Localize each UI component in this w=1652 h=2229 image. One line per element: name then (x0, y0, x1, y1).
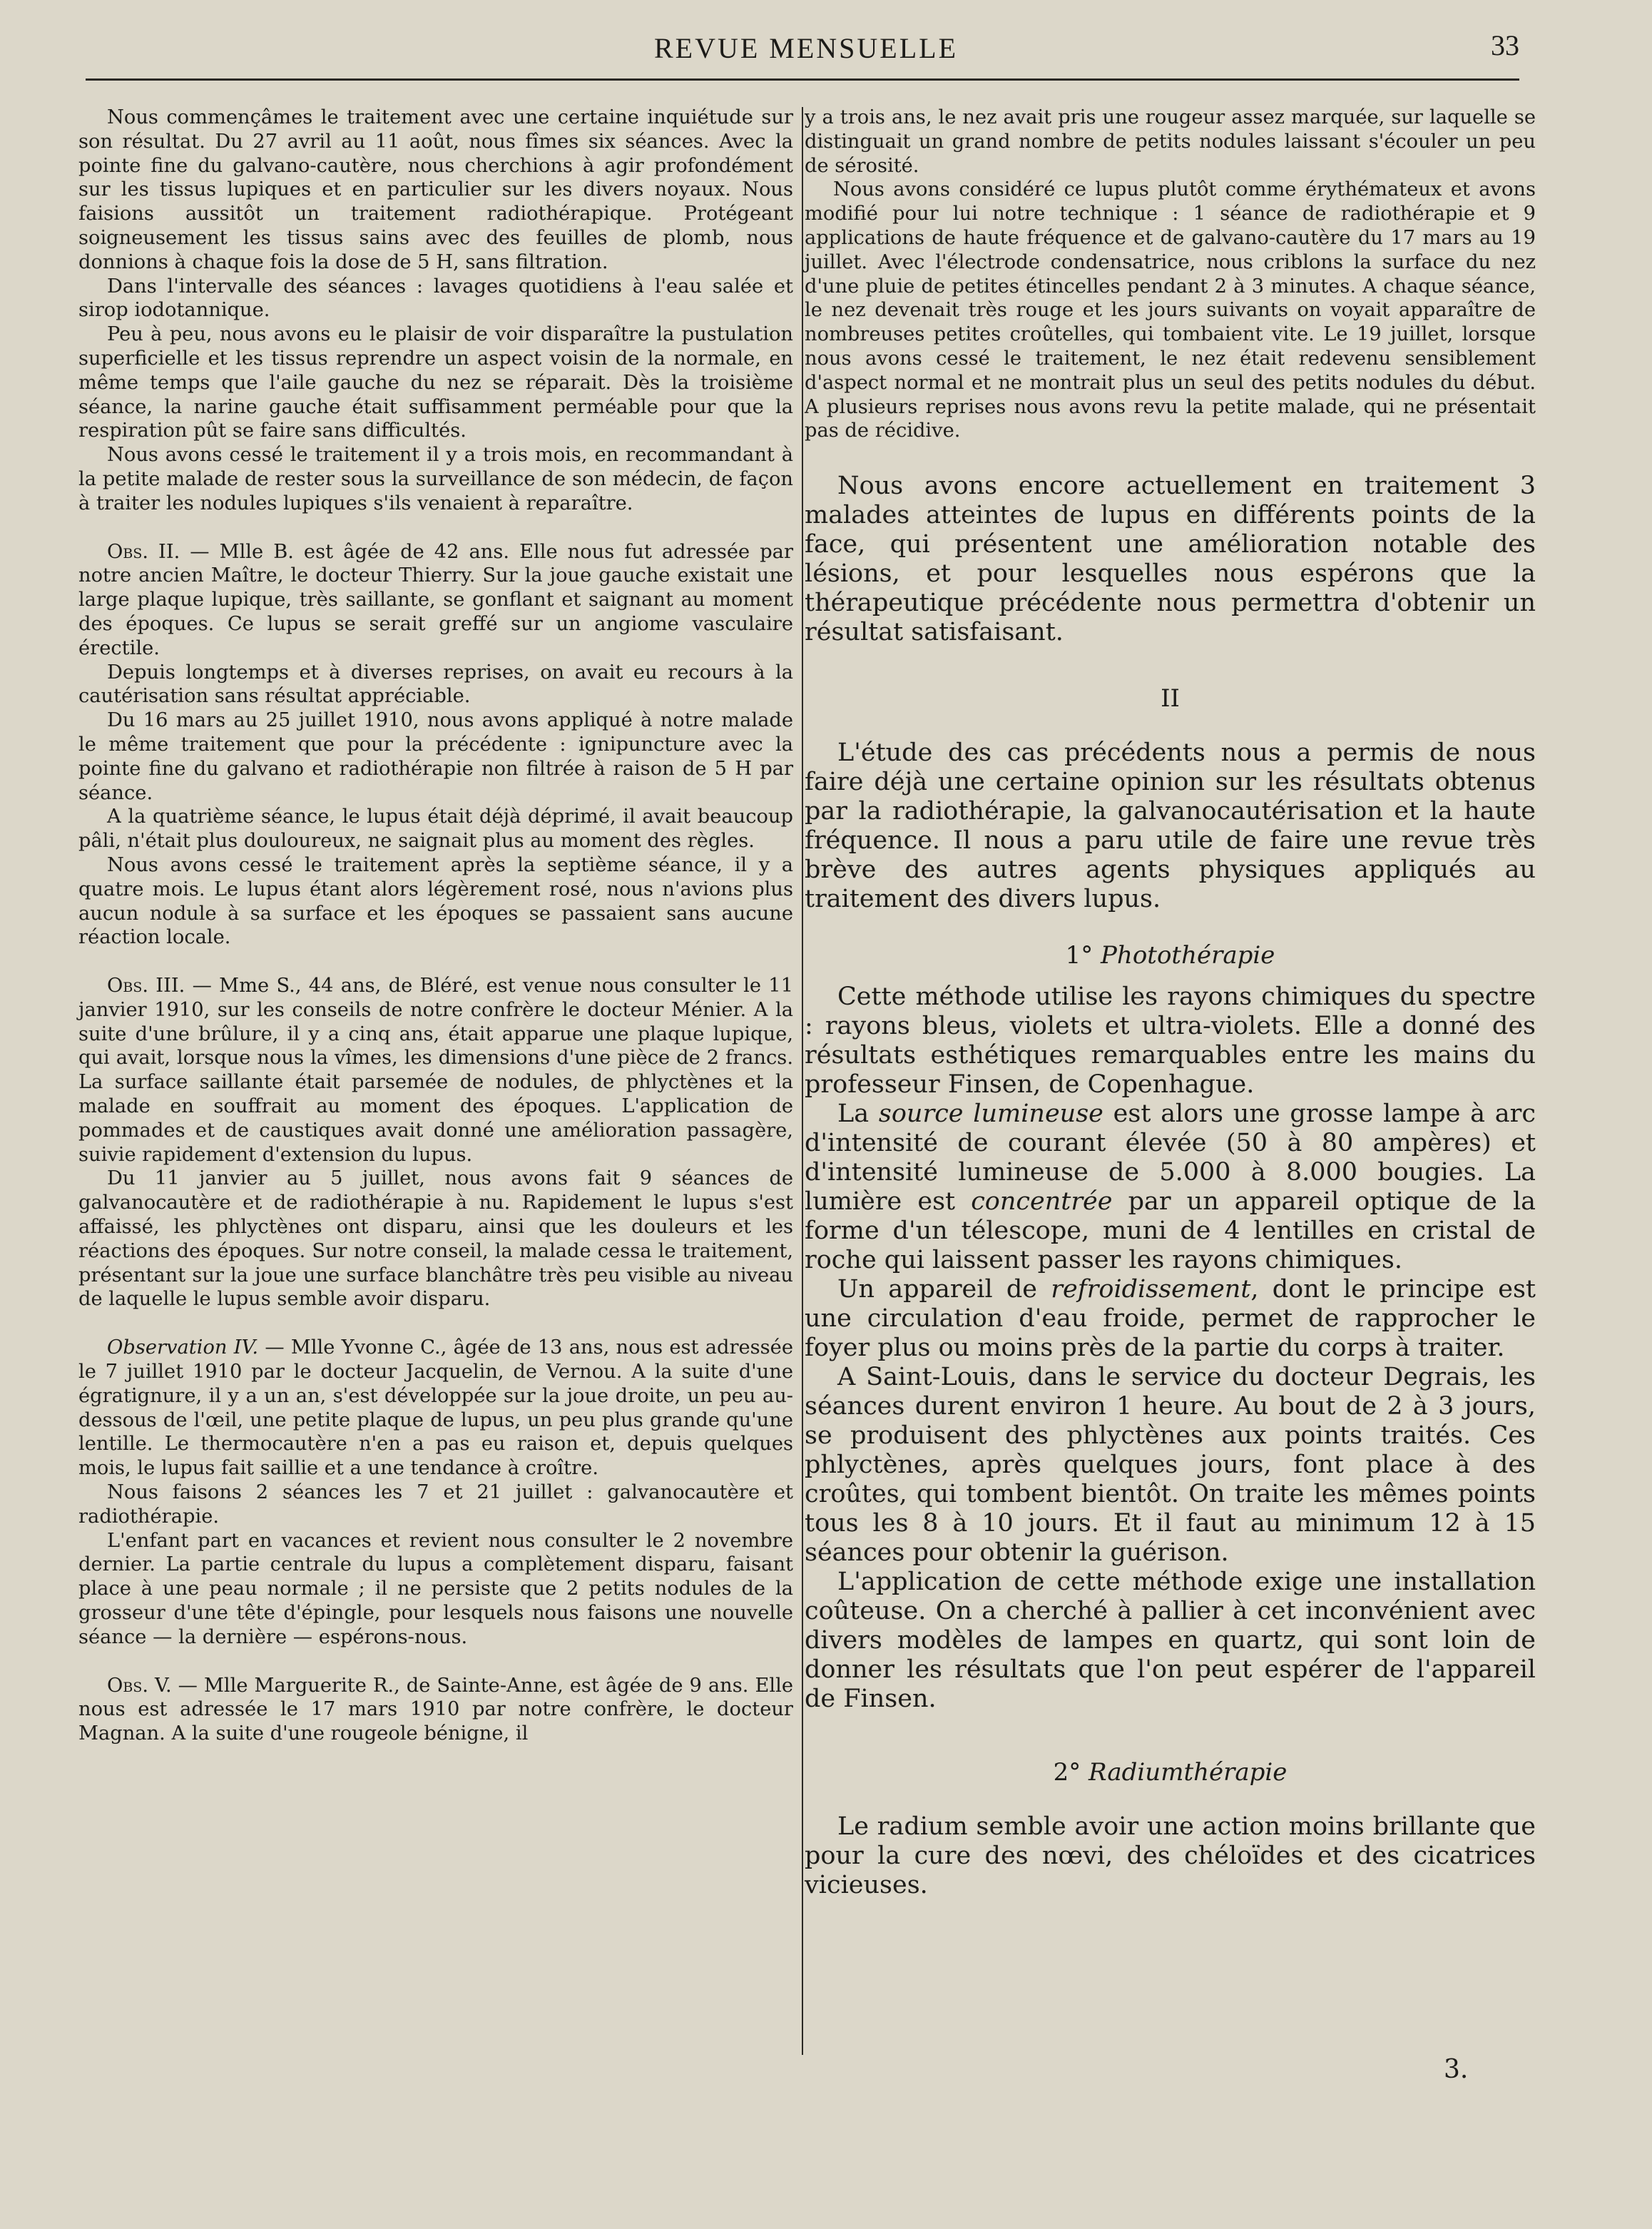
paragraph: Nous faisons 2 séances les 7 et 21 juillet : galvanocautère et radiothérapie. (78, 1481, 793, 1528)
observation-text: — Mlle B. est âgée de 42 ans. Elle nous fut adressée par notre ancien Maître, le docteur Thierry. Sur la joue gauche existait une large plaque lupique, très saillante, se gonflant et saignant au moment des époques. Ce lupus se serait greffé sur un angiome vasculaire érectile. (78, 540, 793, 659)
paragraph: L'application de cette méthode exige une installation coûteuse. On a cherché à pallier à cet inconvénient avec divers modèles de lampes en quartz, qui sont loin de donner les résultats que l'on peut espérer de l'appareil de Finsen. (805, 1568, 1536, 1714)
subsection-number: 2° (1053, 1758, 1081, 1787)
page-header (93, 26, 1519, 76)
paragraph: Du 16 mars au 25 juillet 1910, nous avons appliqué à notre malade le même traitement que pour la précédente : ignipuncture avec la pointe fine du galvano et radiothérapie non filtrée à raison de 5 H par séance. (78, 709, 793, 804)
text-run: par un appareil optique de la forme d'un télescope, muni de 4 lentilles en cristal de roche qui laissent passer les rayons chimiques. (805, 1187, 1536, 1275)
paragraph: Peu à peu, nous avons eu le plaisir de voir disparaître la pustulation superficielle et les tissus reprendre un aspect voisin de la normale, en même temps que l'aile gauche du nez se réparait. Dès la troisième séance, la narine gauche était suffisamment perméable pour que la respiration pût se faire sans difficultés. (78, 323, 793, 442)
paragraph: A la quatrième séance, le lupus était déjà déprimé, il avait beaucoup pâli, n'était plus douloureux, ne saignait plus au moment des règles. (78, 806, 793, 853)
text-run: La (837, 1100, 879, 1129)
paragraph: Nous avons cessé le traitement après la septième séance, il y a quatre mois. Le lupus étant alors légèrement rosé, nous n'avions plus aucun nodule à sa surface et les époques se passaient sans aucune réaction locale. (78, 853, 793, 949)
subsection-heading (805, 941, 1536, 970)
observation-text: — Mlle Yvonne C., âgée de 13 ans, nous est adressée le 7 juillet 1910 par le docteur Jacquelin, de Vernou. A la suite d'une égratignure, il y a un an, s'est développée sur la joue droite, un peu au-dessous de l'œil, une petite plaque de lupus, un peu plus grande qu'une lentille. Le thermocautère n'en a pas eu raison et, depuis quelques mois, le lupus fait saillie et a une tendance à croître. (78, 1336, 793, 1480)
observation-label: Observation IV. (107, 1336, 259, 1359)
observation-label: Obs. III. (107, 975, 185, 997)
text-run: Un appareil de (837, 1275, 1051, 1304)
paragraph: y a trois ans, le nez avait pris une rougeur assez marquée, sur laquelle se distinguait un grand nombre de petits nodules laissant s'écouler un peu de sérosité. (805, 106, 1536, 177)
right-column (805, 106, 1536, 1900)
paragraph: Nous avons encore actuellement en traitement 3 malades atteintes de lupus en différents points de la face, qui présentent une amélioration notable des lésions, et pour lesquelles nous espérons que la thérapeutique précédente nous permettra d'obtenir un résultat satisfaisant. (805, 472, 1536, 647)
running-head: REVUE MENSUELLE (653, 32, 959, 64)
paragraph: Nous avons cessé le traitement il y a trois mois, en recommandant à la petite malade de rester sous la surveillance de son médecin, de façon à traiter les nodules lupiques s'ils venaient à reparaître. (78, 444, 793, 514)
observation-paragraph (78, 1674, 793, 1746)
paragraph: Nous avons considéré ce lupus plutôt comme érythémateux et avons modifié pour lui notre technique : 1 séance de radiothérapie et 9 applications de haute fréquence et de galvano-cautère du 17 mars au 19 juillet. Avec l'électrode condensatrice, nous criblons la surface du nez d'une pluie de petites étincelles pendant 2 à 3 minutes. A chaque séance, le nez devenait très rouge et les jours suivants on voyait apparaître de nombreuses petites croûtelles, qui tombaient vite. Le 19 juillet, lorsque nous avons cessé le traitement, le nez était redevenu sensiblement d'aspect normal et ne montrait plus un seul des petits nodules du début. A plusieurs reprises nous avons revu la petite malade, qui ne présentait pas de récidive. (805, 178, 1536, 442)
paragraph: L'enfant part en vacances et revient nous consulter le 2 novembre dernier. La partie centrale du lupus a complètement disparu, faisant place à une peau normale ; il ne persiste que 2 petits nodules de la grosseur d'une tête d'épingle, pour lesquels nous faisons une nouvelle séance — la dernière — espérons-nous. (78, 1529, 793, 1648)
column-divider (802, 107, 803, 2055)
paragraph: Cette méthode utilise les rayons chimiques du spectre : rayons bleus, violets et ultra-violets. Elle a donné des résultats esthétiques remarquables entre les mains du professeur Finsen, de Copenhague. (805, 983, 1536, 1100)
text-run: , dont le principe est une circulation d'eau froide, permet de rapprocher le foyer plus ou moins près de la partie du corps à traiter. (805, 1275, 1536, 1363)
observation-label: Obs. V. (107, 1674, 172, 1697)
observation-paragraph (78, 974, 793, 1167)
paragraph: Dans l'intervalle des séances : lavages quotidiens à l'eau salée et sirop iodotannique. (78, 275, 793, 322)
emphasis: concentrée (971, 1187, 1113, 1217)
paragraph: Le radium semble avoir une action moins brillante que pour la cure des nœvi, des chéloïdes et des cicatrices vicieuses. (805, 1812, 1536, 1900)
paragraph: A Saint-Louis, dans le service du docteur Degrais, les séances durent environ 1 heure. Au bout de 2 à 3 jours, se produisent des phlyctènes aux points traités. Ces phlyctènes, après quelques jours, font place à des croûtes, qui tombent bientôt. On traite les mêmes points tous les 8 à 10 jours. Et il faut au minimum 12 à 15 séances pour obtenir la guérison. (805, 1363, 1536, 1568)
paragraph (805, 1275, 1536, 1363)
observation-paragraph (78, 1336, 793, 1481)
paragraph: Nous commençâmes le traitement avec une certaine inquiétude sur son résultat. Du 27 avril au 11 août, nous fîmes six séances. Avec la pointe fine du galvano-cautère, nous cherchions à agir profondément sur les tissus lupiques et en particulier sur les divers noyaux. Nous faisions aussitôt un traitement radiothérapique. Protégeant soigneusement les tissus sains avec des feuilles de plomb, nous donnions à chaque fois la dose de 5 H, sans filtration. (78, 106, 793, 273)
observation-text: — Mme S., 44 ans, de Bléré, est venue nous consulter le 11 janvier 1910, sur les conseils de notre confrère le docteur Ménier. A la suite d'une brûlure, il y a cinq ans, était apparue une plaque lupique, qui avait, lorsque nous la vîmes, les dimensions d'une pièce de 2 francs. La surface saillante était parsemée de nodules, de phlyctènes et la malade en souffrait au moment des époques. L'application de pommades et de caustiques avait donné une amélioration passagère, suivie rapidement d'extension du lupus. (78, 975, 793, 1166)
section-number: II (1161, 684, 1180, 714)
left-column (78, 106, 793, 1746)
paragraph: Depuis longtemps et à diverses reprises, on avait eu recours à la cautérisation sans résultat appréciable. (78, 661, 793, 708)
subsection-title: Radiumthérapie (1088, 1758, 1288, 1787)
observation-label: Obs. II. (107, 540, 180, 563)
subsection-heading (805, 1758, 1536, 1787)
paragraph: L'étude des cas précédents nous a permis de nous faire déjà une certaine opinion sur les résultats obtenus par la radiothérapie, la galvanocautérisation et la haute fréquence. Il nous a paru utile de faire une revue très brève des autres agents physiques appliqués au traitement des divers lupus. (805, 738, 1536, 914)
header-rule (86, 78, 1519, 81)
text-run: est alors une grosse lampe à arc d'intensité de courant élevée (50 à 80 ampères) et d'intensité lumineuse de 5.000 à 8.000 bougies. La lumière est (805, 1100, 1536, 1217)
page-number: 33 (1491, 29, 1519, 61)
paragraph: Du 11 janvier au 5 juillet, nous avons fait 9 séances de galvanocautère et de radiothérapie à nu. Rapidement le lupus s'est affaissé, les phlyctènes ont disparu, ainsi que les douleurs et les réactions des époques. Sur notre conseil, la malade cessa le traitement, présentant sur la joue une surface blanchâtre très peu visible au niveau de laquelle le lupus semble avoir disparu. (78, 1167, 793, 1311)
observation-text: — Mlle Marguerite R., de Sainte-Anne, est âgée de 9 ans. Elle nous est adressée le 17 mars 1910 par notre confrère, le docteur Magnan. A la suite d'une rougeole bénigne, il (78, 1674, 793, 1745)
emphasis: source lumineuse (878, 1100, 1103, 1129)
subsection-title: Photothérapie (1101, 941, 1275, 970)
subsection-number: 1° (1065, 941, 1093, 970)
emphasis: refroidissement (1051, 1275, 1251, 1304)
paragraph (805, 1100, 1536, 1275)
observation-paragraph (78, 540, 793, 661)
signature-mark: 3. (1444, 2055, 1469, 2084)
